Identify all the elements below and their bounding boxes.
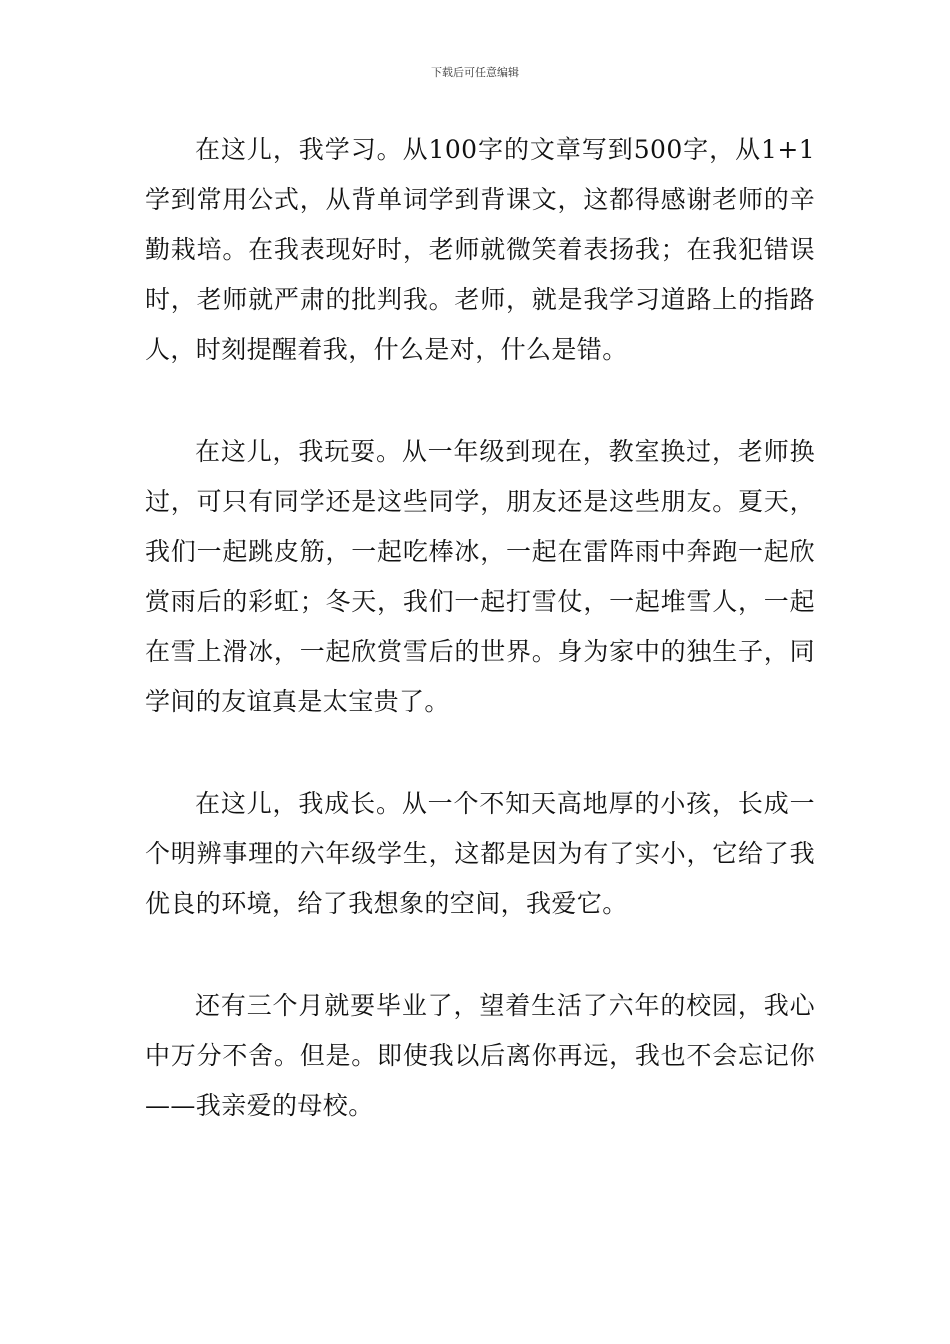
paragraph-growing: 在这儿，我成长。从一个不知天高地厚的小孩，长成一个明辨事理的六年级学生，这都是因为有了实小，它给了我优良的环境，给了我想象的空间，我爱它。 bbox=[145, 789, 815, 918]
paragraph-learning: 在这儿，我学习。从100字的文章写到500字，从1+1学到常用公式，从背单词学到背课文，这都得感谢老师的辛勤栽培。在我表现好时，老师就微笑着表扬我；在我犯错误时，老师就严肃的批判我。老师，就是我学习道路上的指路人，时刻提醒着我，什么是对，什么是错。 bbox=[145, 135, 815, 364]
paragraph-playing: 在这儿，我玩耍。从一年级到现在，教室换过，老师换过，可只有同学还是这些同学，朋友还是这些朋友。夏天，我们一起跳皮筋，一起吃棒冰，一起在雷阵雨中奔跑一起欣赏雨后的彩虹；冬天，我们一起打雪仗，一起堆雪人，一起在雪上滑冰，一起欣赏雪后的世界。身为家中的独生子，同学间的友谊真是太宝贵了。 bbox=[145, 437, 815, 716]
page-header-note: 下载后可任意编辑 bbox=[431, 66, 519, 79]
document-body bbox=[145, 125, 815, 1183]
paragraph-farewell: 还有三个月就要毕业了，望着生活了六年的校园，我心中万分不舍。但是。即使我以后离你再远，我也不会忘记你——我亲爱的母校。 bbox=[145, 991, 815, 1120]
